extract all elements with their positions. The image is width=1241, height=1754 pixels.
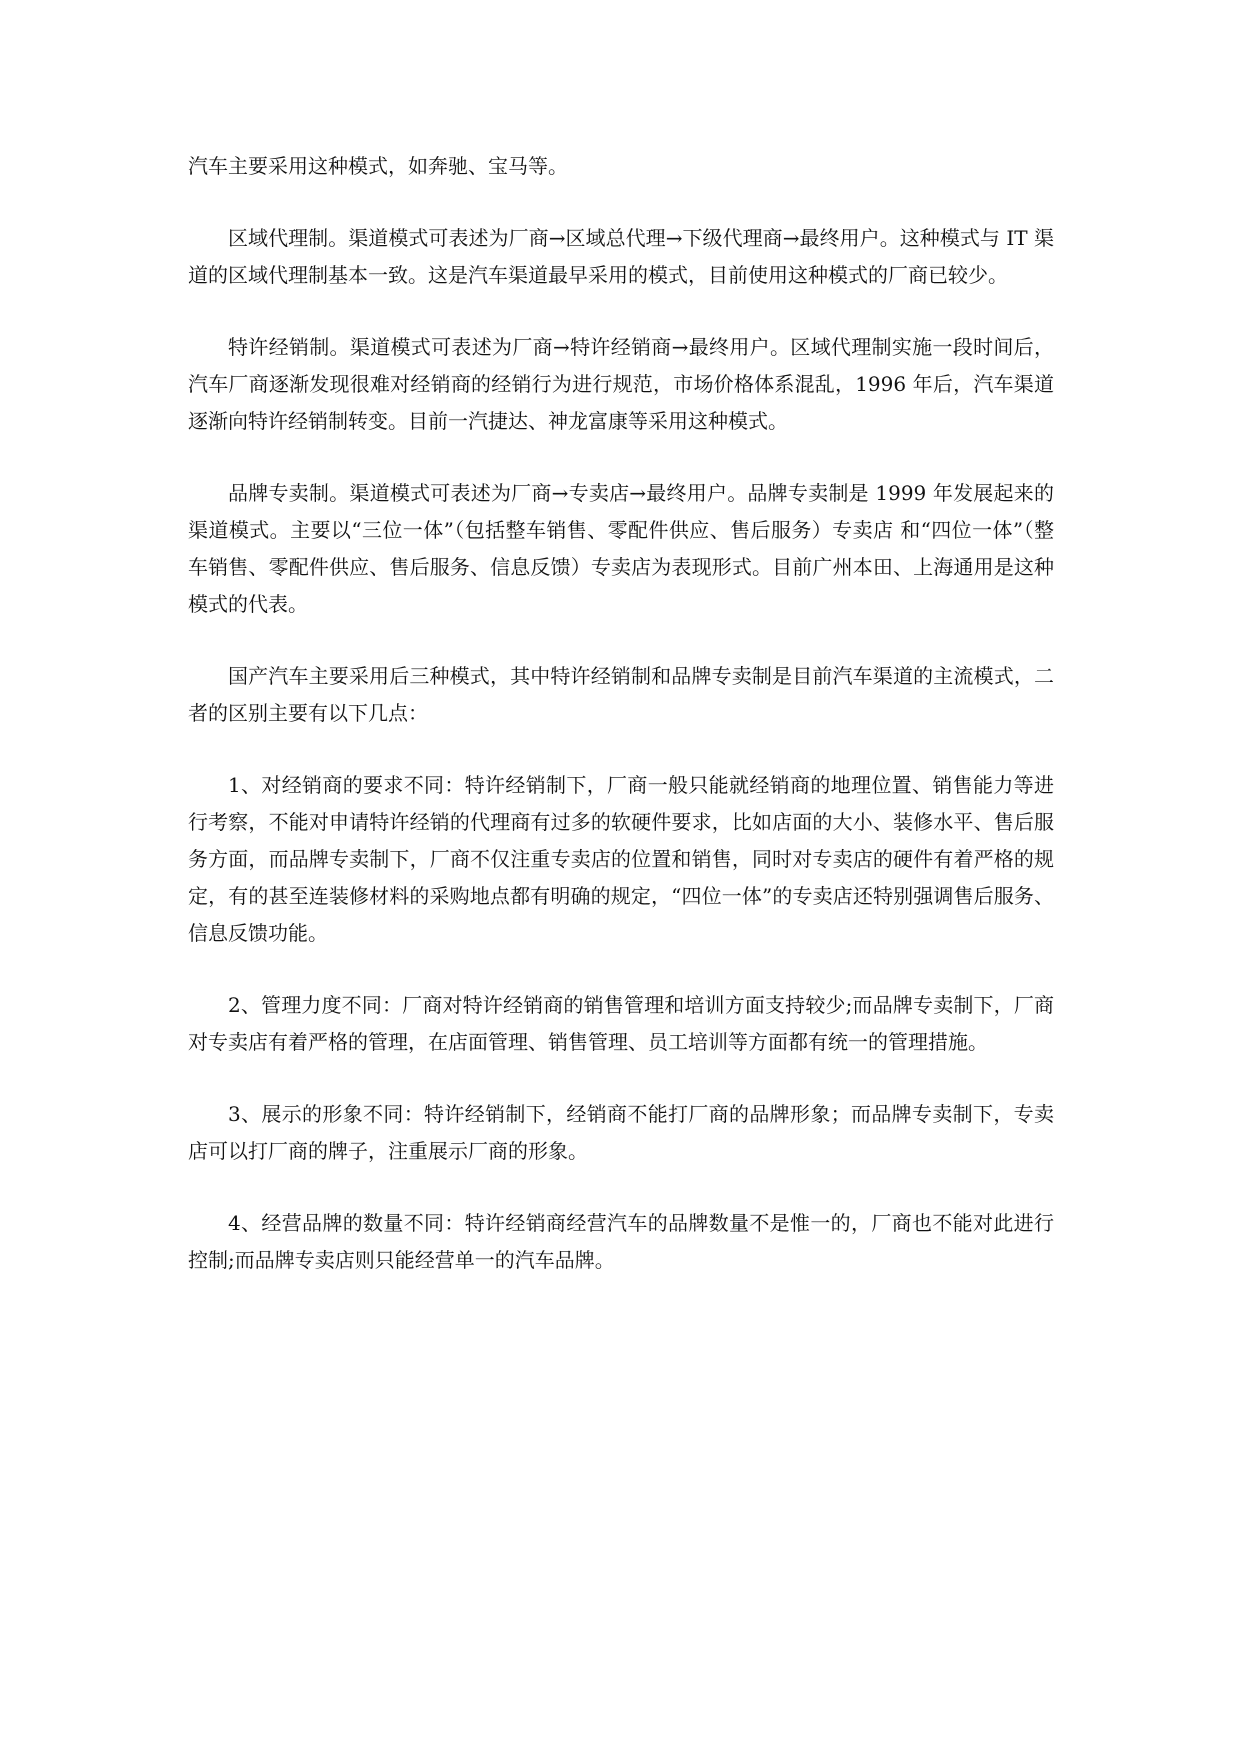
paragraph-point-2: 2、管理力度不同：厂商对特许经销商的销售管理和培训方面支持较少;而品牌专卖制下，厂商对专卖店有着严格的管理，在店面管理、销售管理、员工培训等方面都有统一的管理措施。	[188, 993, 1054, 1054]
paragraph-brand-store: 品牌专卖制。渠道模式可表述为厂商→专卖店→最终用户。品牌专卖制是 1999 年发展起来的渠道模式。主要以“三位一体”（包括整车销售、零配件供应、售后服务）专卖店 和“四位一体”（整车销售、零配件供应、售后服务、信息反馈）专卖店为表现形式。目前广州本田、上海通用是这种模式的代表。	[188, 481, 1054, 616]
document-body	[188, 148, 1054, 1314]
paragraph-franchise-dealer: 特许经销制。渠道模式可表述为厂商→特许经销商→最终用户。区域代理制实施一段时间后，汽车厂商逐渐发现很难对经销商的经销行为进行规范，市场价格体系混乱，1996 年后，汽车渠道逐渐向特许经销制转变。目前一汽捷达、神龙富康等采用这种模式。	[188, 335, 1054, 433]
paragraph-regional-agency: 区域代理制。渠道模式可表述为厂商→区域总代理→下级代理商→最终用户。这种模式与 IT 渠道的区域代理制基本一致。这是汽车渠道最早采用的模式，目前使用这种模式的厂商已较少。	[188, 226, 1054, 287]
paragraph-continuation: 汽车主要采用这种模式，如奔驰、宝马等。	[188, 154, 568, 178]
paragraph-domestic-summary: 国产汽车主要采用后三种模式，其中特许经销制和品牌专卖制是目前汽车渠道的主流模式，二者的区别主要有以下几点：	[188, 664, 1054, 725]
paragraph-point-1: 1、对经销商的要求不同：特许经销制下，厂商一般只能就经销商的地理位置、销售能力等进行考察，不能对申请特许经销的代理商有过多的软硬件要求，比如店面的大小、装修水平、售后服务方面，而品牌专卖制下，厂商不仅注重专卖店的位置和销售，同时对专卖店的硬件有着严格的规定，有的甚至连装修材料的采购地点都有明确的规定，“四位一体”的专卖店还特别强调售后服务、信息反馈功能。	[188, 773, 1054, 945]
paragraph-point-3: 3、展示的形象不同：特许经销制下，经销商不能打厂商的品牌形象；而品牌专卖制下，专卖店可以打厂商的牌子，注重展示厂商的形象。	[188, 1102, 1054, 1163]
paragraph-point-4: 4、经营品牌的数量不同：特许经销商经营汽车的品牌数量不是惟一的，厂商也不能对此进行控制;而品牌专卖店则只能经营单一的汽车品牌。	[188, 1211, 1054, 1272]
